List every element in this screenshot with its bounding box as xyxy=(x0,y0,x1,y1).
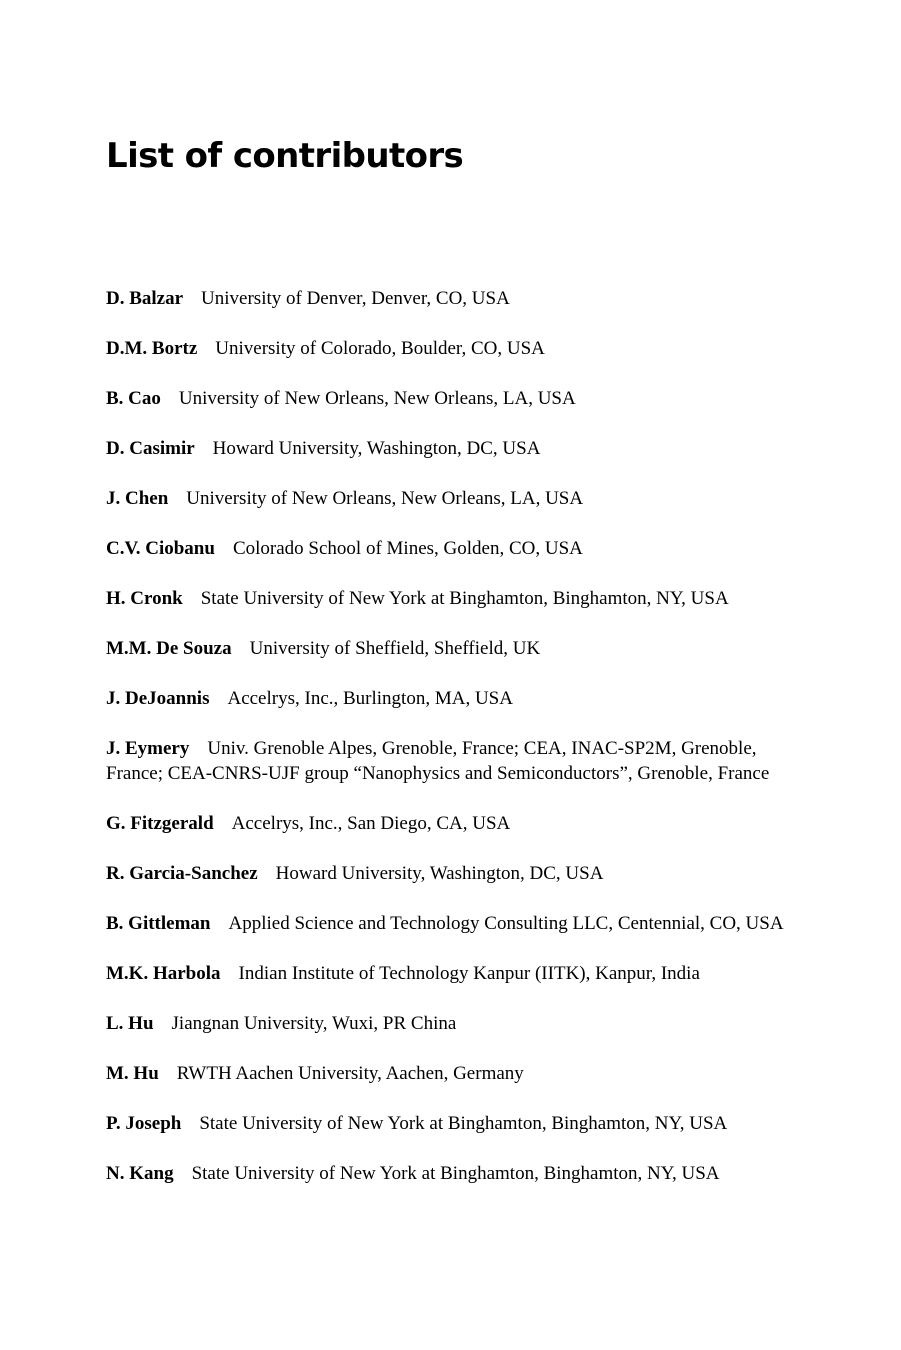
contributor-name: C.V. Ciobanu xyxy=(106,538,215,559)
contributor-entry xyxy=(106,286,806,311)
contributor-entry xyxy=(106,736,806,786)
contributor-name: D. Balzar xyxy=(106,288,184,309)
contributor-name: D.M. Bortz xyxy=(106,338,198,359)
contributor-affiliation: University of Sheffield, Sheffield, UK xyxy=(249,638,541,659)
contributor-entry xyxy=(106,1011,806,1036)
contributor-entry xyxy=(106,1111,806,1136)
contributor-affiliation: RWTH Aachen University, Aachen, Germany xyxy=(176,1063,524,1084)
contributor-name: M.K. Harbola xyxy=(106,963,221,984)
contributor-affiliation: Howard University, Washington, DC, USA xyxy=(212,438,541,459)
contributor-affiliation: Indian Institute of Technology Kanpur (IITK), Kanpur, India xyxy=(238,963,700,984)
contributor-name: N. Kang xyxy=(106,1163,174,1184)
contributor-affiliation: Accelrys, Inc., San Diego, CA, USA xyxy=(231,813,511,834)
contributor-name: J. DeJoannis xyxy=(106,688,210,709)
contributor-affiliation: University of Denver, Denver, CO, USA xyxy=(201,288,510,309)
contributor-entry xyxy=(106,861,806,886)
contributor-affiliation: Accelrys, Inc., Burlington, MA, USA xyxy=(227,688,513,709)
contributor-entry xyxy=(106,536,806,561)
contributor-name: J. Eymery xyxy=(106,738,190,759)
contributor-name: M.M. De Souza xyxy=(106,638,232,659)
contributor-affiliation: Jiangnan University, Wuxi, PR China xyxy=(171,1013,457,1034)
contributor-entry xyxy=(106,386,806,411)
contributor-name: P. Joseph xyxy=(106,1113,182,1134)
contributor-affiliation: State University of New York at Binghamton, Binghamton, NY, USA xyxy=(200,588,729,609)
contributor-list xyxy=(106,286,806,1211)
contributor-name: G. Fitzgerald xyxy=(106,813,214,834)
contributor-affiliation: Univ. Grenoble Alpes, Grenoble, France; CEA, INAC-SP2M, Grenoble, France; CEA-CNRS-UJF group “Nanophysics and Semiconductors”, Grenoble, France xyxy=(106,738,770,784)
contributor-affiliation: University of New Orleans, New Orleans, LA, USA xyxy=(186,488,584,509)
contributor-affiliation: Applied Science and Technology Consulting LLC, Centennial, CO, USA xyxy=(228,913,784,934)
contributor-entry xyxy=(106,486,806,511)
contributor-name: R. Garcia-Sanchez xyxy=(106,863,258,884)
contributor-affiliation: Howard University, Washington, DC, USA xyxy=(275,863,604,884)
contributor-name: B. Cao xyxy=(106,388,161,409)
contributor-affiliation: Colorado School of Mines, Golden, CO, USA xyxy=(232,538,583,559)
contributor-affiliation: University of New Orleans, New Orleans, LA, USA xyxy=(178,388,576,409)
contributor-name: D. Casimir xyxy=(106,438,195,459)
contributor-name: M. Hu xyxy=(106,1063,159,1084)
contributor-entry xyxy=(106,961,806,986)
contributor-entry xyxy=(106,911,806,936)
contributor-name: L. Hu xyxy=(106,1013,154,1034)
contributor-entry xyxy=(106,686,806,711)
contributor-name: H. Cronk xyxy=(106,588,183,609)
contributor-entry xyxy=(106,436,806,461)
contributor-entry xyxy=(106,336,806,361)
page-title: List of contributors xyxy=(106,136,464,176)
contributor-affiliation: State University of New York at Binghamton, Binghamton, NY, USA xyxy=(199,1113,728,1134)
contributor-entry xyxy=(106,586,806,611)
contributor-name: B. Gittleman xyxy=(106,913,211,934)
contributor-entry xyxy=(106,1161,806,1186)
contributor-affiliation: University of Colorado, Boulder, CO, USA xyxy=(215,338,545,359)
contributor-entry xyxy=(106,636,806,661)
contributor-entry xyxy=(106,811,806,836)
contributor-entry xyxy=(106,1061,806,1086)
contributor-name: J. Chen xyxy=(106,488,169,509)
contributor-affiliation: State University of New York at Binghamton, Binghamton, NY, USA xyxy=(191,1163,720,1184)
